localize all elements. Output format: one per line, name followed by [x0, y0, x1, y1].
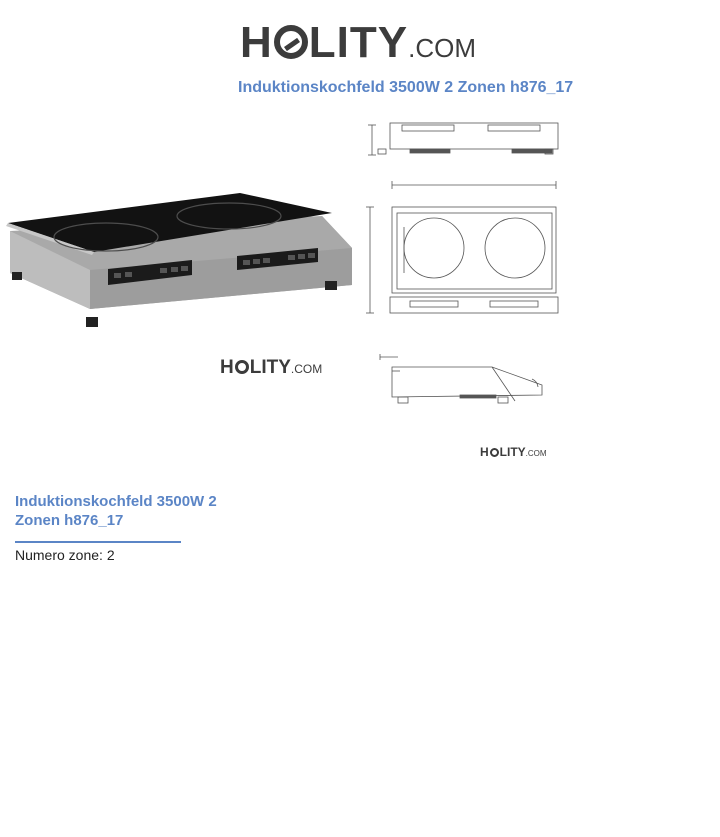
logo-o-icon [274, 25, 308, 59]
technical-drawing [366, 123, 558, 403]
induction-hob-photo [6, 193, 352, 327]
logo-letters: LITY [308, 18, 409, 67]
spec-label: Numero zone: [15, 547, 103, 563]
product-heading: Induktionskochfeld 3500W 2 Zonen h876_17 [15, 493, 217, 529]
spec-row [15, 547, 115, 563]
logo-o-icon [490, 448, 499, 457]
spec-value: 2 [106, 547, 115, 563]
page-title: Induktionskochfeld 3500W 2 Zonen h876_17 [238, 79, 574, 96]
logo-domain: .COM [408, 33, 476, 63]
holity-logo[interactable] [240, 18, 476, 68]
holity-logo-small: H LITY.COM [220, 357, 323, 378]
logo-o-icon [235, 360, 249, 374]
holity-logo-tiny: H LITY.COM [480, 445, 547, 459]
product-image [0, 105, 720, 475]
heading-divider [15, 541, 181, 543]
logo-letter-h: H [240, 18, 273, 67]
